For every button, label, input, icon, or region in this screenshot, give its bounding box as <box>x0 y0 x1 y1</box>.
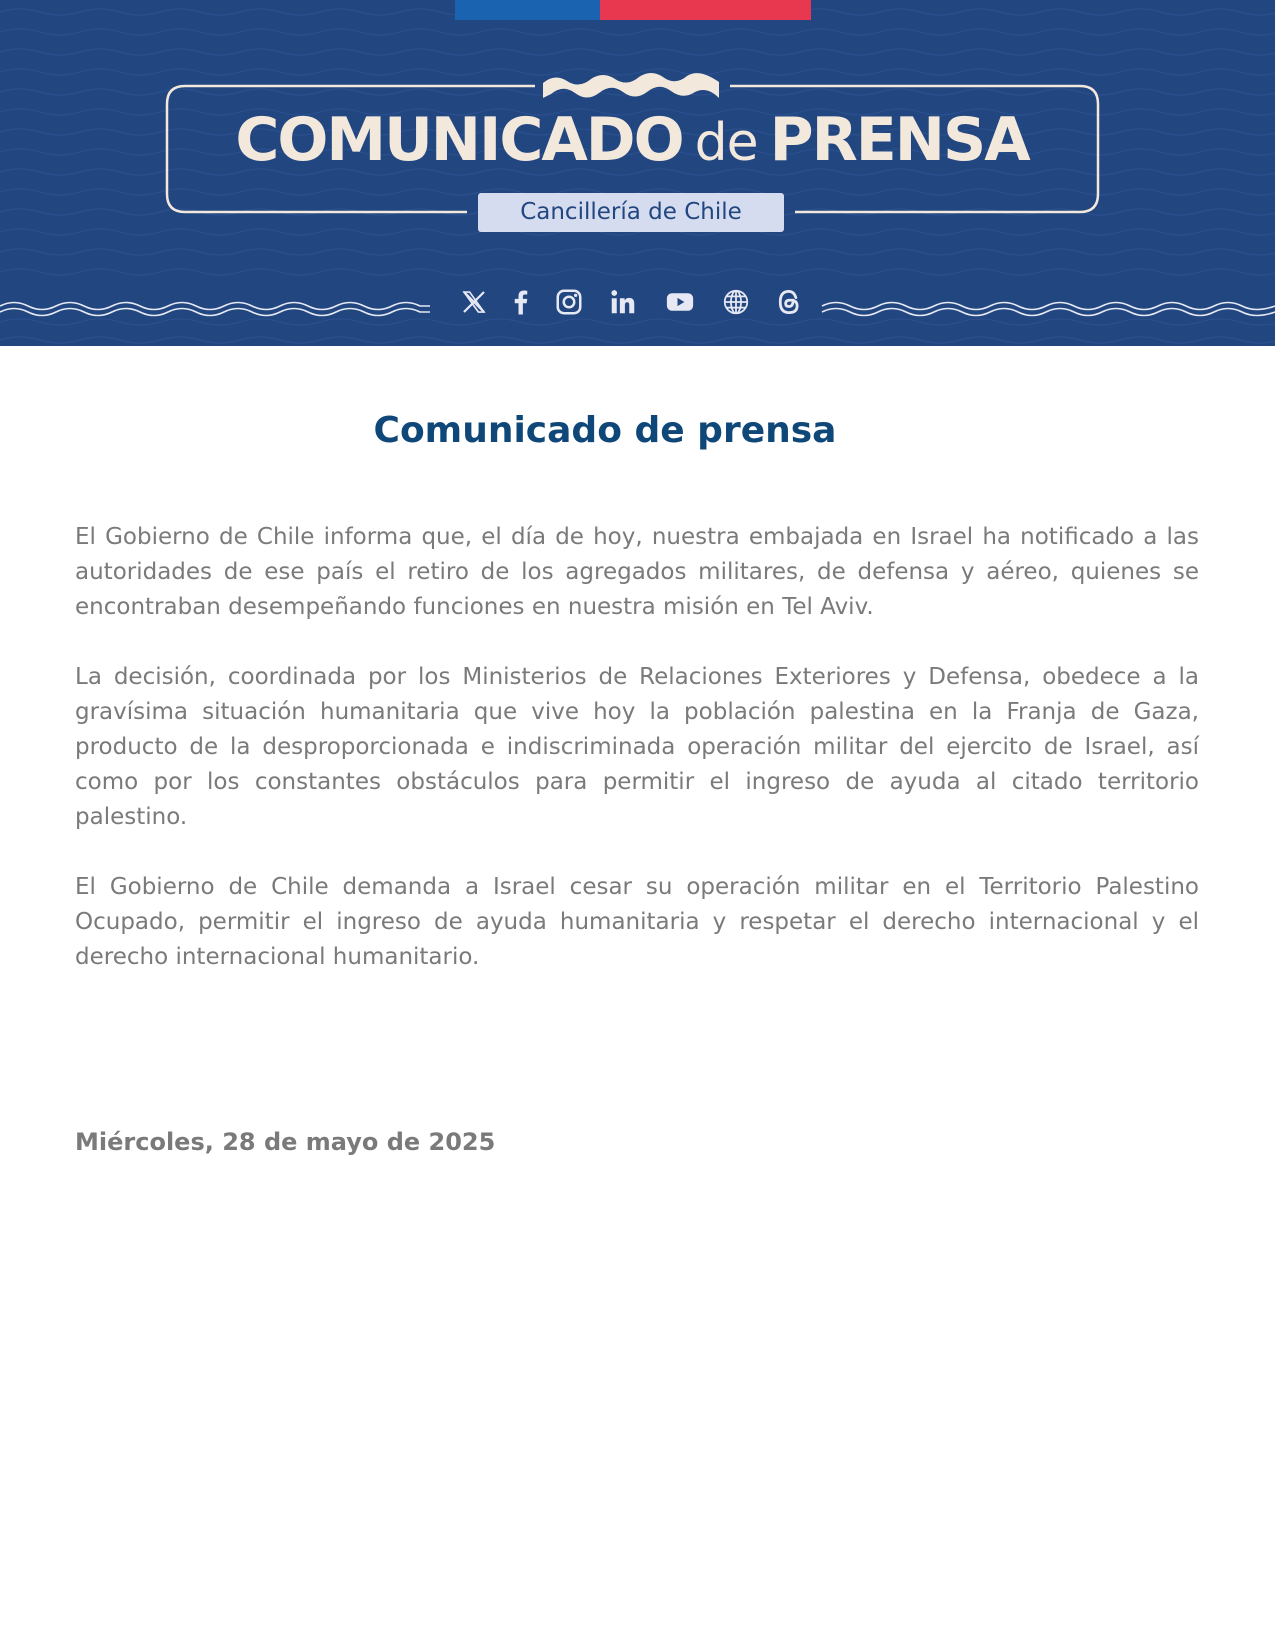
paragraph-1: El Gobierno de Chile informa que, el día de hoy, nuestra embajada en Israel ha notificado a las autoridades de ese país el retiro de los agregados militares, de defensa y aéreo, quienes se encontraban desempeñando funciones en nuestra misión en Tel Aviv. <box>75 524 1199 620</box>
heading-comunicado: COMUNICADO <box>235 105 683 175</box>
linkedin-icon[interactable] <box>607 286 639 318</box>
masthead-heading <box>166 105 1098 175</box>
threads-icon[interactable] <box>773 286 805 318</box>
instagram-icon[interactable] <box>553 286 585 318</box>
release-date: Miércoles, 28 de mayo de 2025 <box>75 1128 496 1156</box>
ministry-badge: Cancillería de Chile <box>478 193 784 232</box>
globe-icon[interactable] <box>720 286 752 318</box>
paragraph-2: La decisión, coordinada por los Ministerios de Relaciones Exteriores y Defensa, obedece a la gravísima situación humanitaria que vive hoy la población palestina en la Franja de Gaza, producto de la desproporcionada e indiscriminada operación militar del ejercito de Israel, así como por los constantes obstáculos para permitir el ingreso de ayuda al citado territorio palestino. <box>75 664 1199 830</box>
paragraph-3: El Gobierno de Chile demanda a Israel cesar su operación militar en el Territorio Palestino Ocupado, permitir el ingreso de ayuda humanitaria y respetar el derecho internacional y el derecho internacional humanitario. <box>75 874 1199 970</box>
wave-crown-icon <box>543 73 719 98</box>
facebook-icon[interactable] <box>505 286 537 318</box>
youtube-icon[interactable] <box>664 286 696 318</box>
x-icon[interactable] <box>458 286 490 318</box>
heading-de: de <box>694 113 758 173</box>
press-release-banner <box>0 0 1275 346</box>
document-body <box>75 520 1199 1010</box>
document-title: Comunicado de prensa <box>373 410 837 451</box>
social-links <box>0 286 1275 320</box>
heading-prensa: PRENSA <box>769 105 1029 175</box>
